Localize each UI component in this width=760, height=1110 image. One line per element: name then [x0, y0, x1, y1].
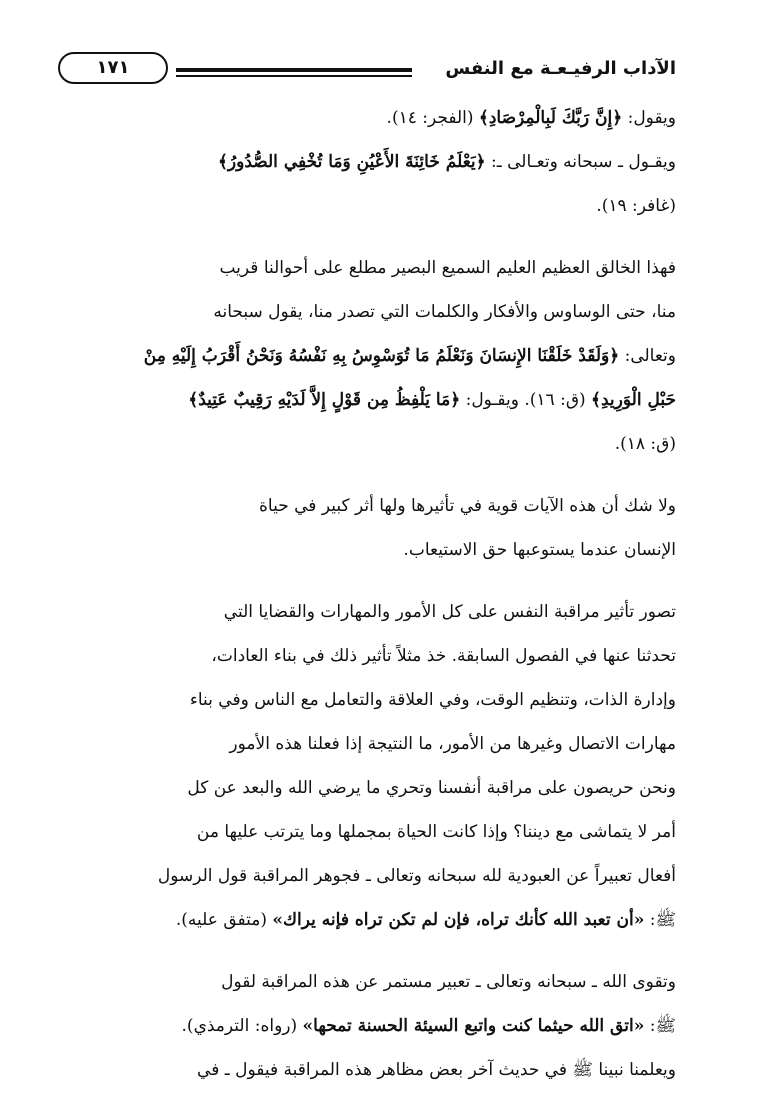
text-line [58, 634, 676, 678]
text-line [58, 140, 676, 184]
paragraph-gap [58, 466, 676, 484]
line-text: ﷺ: [644, 1016, 676, 1036]
line-text: (ق: ١٨). [614, 434, 676, 454]
text-line [58, 766, 676, 810]
text-line [58, 184, 676, 228]
line-text: وتقوى الله ـ سبحانه وتعالى ـ تعبير مستمر عن هذه المراقبة لقول [221, 972, 676, 992]
quoted-text: حَبْلِ الْوَرِيدِ﴾ [591, 390, 676, 410]
quoted-text: «اتق الله حيثما كنت واتبع السيئة الحسنة تمحها» [302, 1016, 645, 1036]
text-line [58, 484, 676, 528]
text-line [58, 290, 676, 334]
line-text: ويعلمنا نبينا ﷺ في حديث آخر بعض مظاهر هذه المراقبة فيقول ـ في [197, 1060, 676, 1080]
text-line [58, 422, 676, 466]
line-text: ﷺ: [644, 910, 676, 930]
line-text: مهارات الاتصال وغيرها من الأمور، ما النتيجة إذا فعلنا هذه الأمور [229, 734, 676, 754]
quoted-text: ﴿إِنَّ رَبَّكَ لَبِالْمِرْصَادِ﴾ [478, 108, 623, 128]
quoted-text: ﴿مَا يَلْفِظُ مِن قَوْلٍ إِلاَّ لَدَيْهِ رَقِيبٌ عَتِيدٌ﴾ [188, 390, 461, 410]
paragraph-gap [58, 572, 676, 590]
text-line [58, 1048, 676, 1092]
line-text: وإدارة الذات، وتنظيم الوقت، وفي العلاقة والتعامل مع الناس وفي بناء [189, 690, 676, 710]
quoted-text: ﴿وَلَقَدْ خَلَقْنَا الإِنسَانَ وَنَعْلَمُ مَا تُوَسْوِسُ بِهِ نَفْسُهُ وَنَحْنُ أَقْرَبُ إِلَيْهِ مِنْ [143, 346, 620, 366]
text-line [58, 960, 676, 1004]
text-line [58, 1004, 676, 1048]
running-header [58, 50, 676, 96]
quoted-text: ﴿يَعْلَمُ خَائِنَةَ الأَعْيُنِ وَمَا تُخْفِي الصُّدُورُ﴾ [217, 152, 486, 172]
text-line [58, 334, 676, 378]
line-text: ويقـول ـ سبحانه وتعـالى ـ: [485, 152, 676, 172]
text-line [58, 678, 676, 722]
paragraph-gap [58, 228, 676, 246]
line-text: (الفجر: ١٤). [386, 108, 479, 128]
text-line [58, 722, 676, 766]
text-line [58, 246, 676, 290]
line-text: فهذا الخالق العظيم العليم السميع البصير مطلع على أحوالنا قريب [219, 258, 676, 278]
text-line [58, 898, 676, 942]
line-text: ونحن حريصون على مراقبة أنفسنا وتحري ما يرضي الله والبعد عن كل [187, 778, 676, 798]
text-line [58, 590, 676, 634]
line-text: تحدثنا عنها في الفصول السابقة. خذ مثلاً تأثير ذلك في بناء العادات، [211, 646, 676, 666]
body-text [58, 96, 676, 1092]
page-number: ١٧١ [58, 52, 168, 84]
quoted-text: «أن تعبد الله كأنك تراه، فإن لم تكن تراه فإنه يراك» [272, 910, 645, 930]
line-text: (ق: ١٦). ويقـول: [460, 390, 592, 410]
text-line [58, 528, 676, 572]
paragraph-gap [58, 942, 676, 960]
line-text: أمر لا يتماشى مع ديننا؟ وإذا كانت الحياة بمجملها وما يترتب عليها من [196, 822, 676, 842]
line-text: أفعال تعبيراً عن العبودية لله سبحانه وتعالى ـ فجوهر المراقبة قول الرسول [157, 866, 676, 886]
line-text: وتعالى: [619, 346, 676, 366]
text-line [58, 810, 676, 854]
line-text: (غافر: ١٩). [596, 196, 676, 216]
text-line [58, 854, 676, 898]
header-title: الآداب الرفيـعـة مع النفس [445, 58, 676, 79]
text-line [58, 96, 676, 140]
line-text: الإنسان عندما يستوعبها حق الاستيعاب. [403, 540, 676, 560]
line-text: (متفق عليه). [175, 910, 273, 930]
header-rule [176, 68, 412, 77]
line-text: منا، حتى الوساوس والأفكار والكلمات التي تصدر منا، يقول سبحانه [213, 302, 676, 322]
line-text: (رواه: الترمذي). [181, 1016, 303, 1036]
line-text: ويقول: [622, 108, 676, 128]
line-text: تصور تأثير مراقبة النفس على كل الأمور والمهارات والقضايا التي [223, 602, 676, 622]
line-text: ولا شك أن هذه الآيات قوية في تأثيرها ولها أثر كبير في حياة [259, 496, 676, 516]
text-line [58, 378, 676, 422]
